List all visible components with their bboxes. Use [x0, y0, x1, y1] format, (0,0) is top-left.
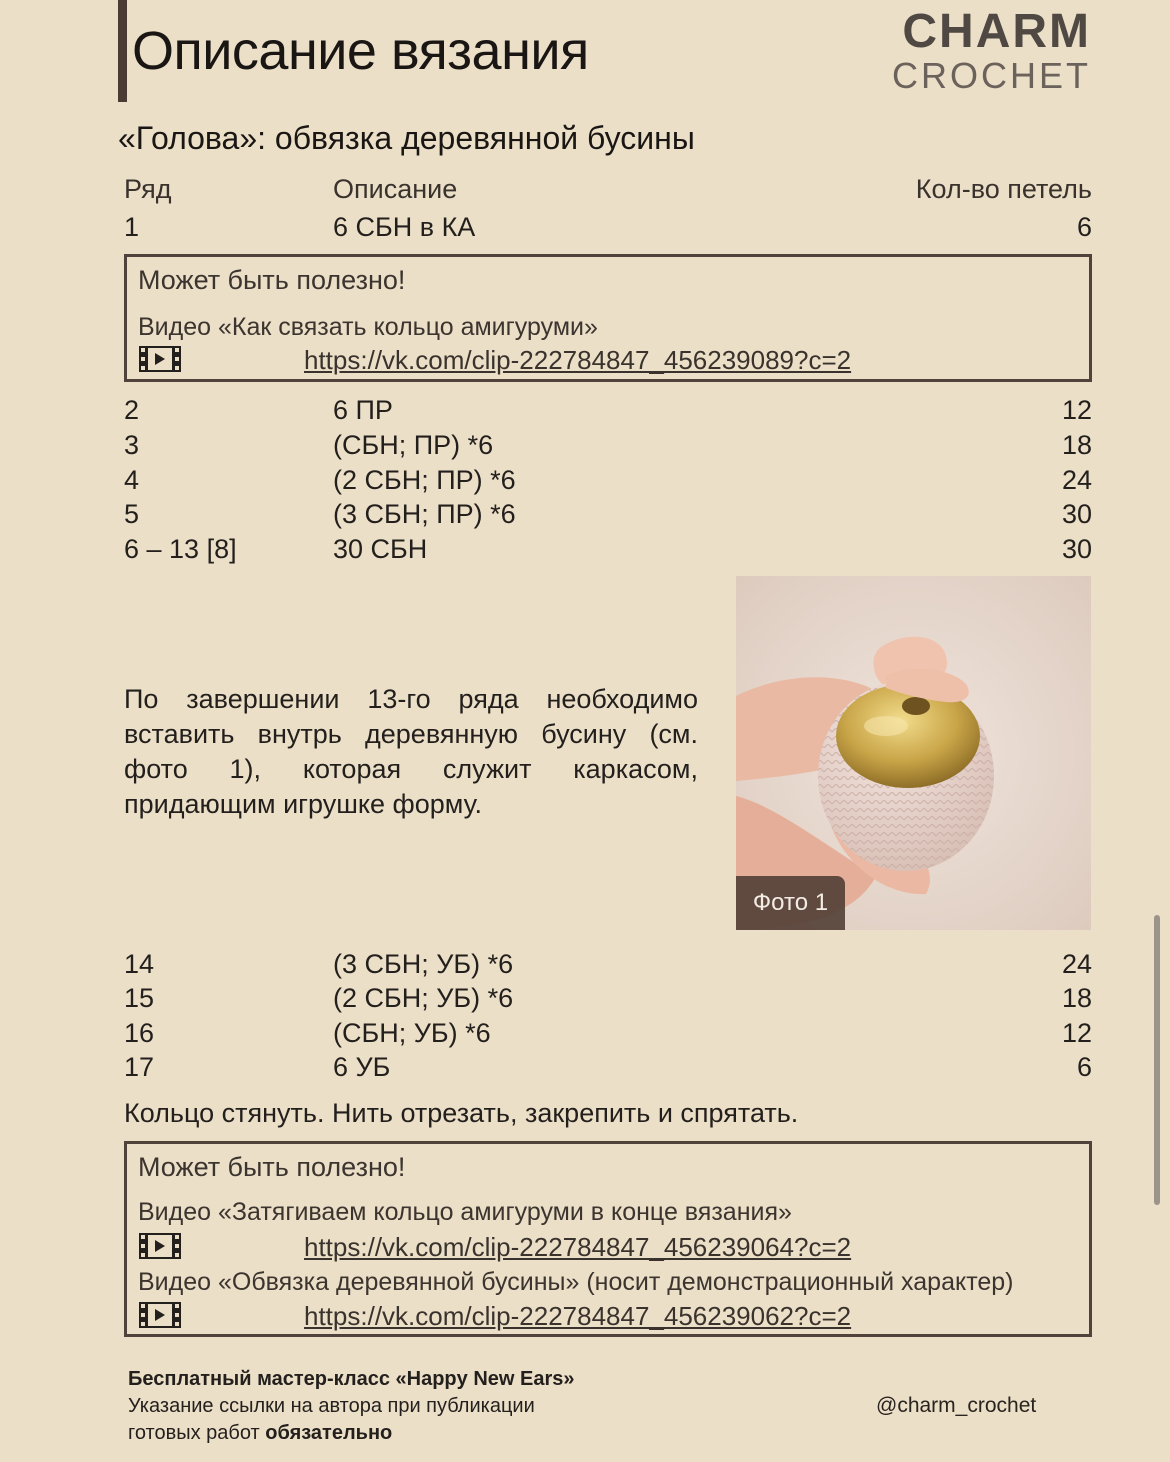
table-row: [124, 393, 1092, 427]
tip-video-title: Видео «Затягиваем кольцо амигуруми в конце вязания»: [138, 1198, 792, 1226]
row-count: 24: [1061, 465, 1092, 495]
row-number: 5: [124, 499, 140, 529]
row-number: 3: [124, 430, 140, 460]
logo-top-text: CHARM: [902, 5, 1091, 58]
video-link[interactable]: https://vk.com/clip-222784847_456239064?c=2: [304, 1232, 852, 1262]
tip-box-2: [124, 1141, 1092, 1337]
row-description: (3 СБН; УБ) *6: [333, 949, 514, 979]
table-row: [124, 532, 1092, 566]
row-number: 17: [124, 1052, 155, 1082]
table-row: [124, 428, 1092, 462]
scrollbar[interactable]: [1154, 915, 1160, 1205]
row-number: 16: [124, 1018, 155, 1048]
row-count: 18: [1061, 983, 1092, 1013]
table-row: [124, 463, 1092, 497]
table-row: [124, 1016, 1092, 1050]
author-handle[interactable]: @charm_crochet: [876, 1394, 1037, 1417]
brand-logo: [892, 5, 1091, 96]
row-number: 2: [124, 395, 140, 425]
instruction-paragraph: По завершении 13-го ряда необходимо вставить внутрь деревянную бусину (см. фото 1), которая служит каркасом, придающим игрушке форму.: [124, 684, 698, 819]
row-description: (2 СБН; УБ) *6: [333, 983, 514, 1013]
table-row: [124, 497, 1092, 531]
row-description: 6 ПР: [333, 395, 393, 425]
tip-heading: Может быть полезно!: [138, 1152, 406, 1182]
row-description: (3 СБН; ПР) *6: [333, 499, 516, 529]
video-film-icon[interactable]: [138, 1232, 182, 1260]
footer-requirement: готовых работ обязательно: [128, 1422, 393, 1444]
row-count: 6: [1076, 212, 1092, 242]
header-description: Описание: [333, 174, 458, 204]
row-count: 30: [1061, 499, 1092, 529]
row-number: 15: [124, 983, 155, 1013]
logo-bottom-text: CROCHET: [892, 55, 1091, 96]
row-number: 6 – 13 [8]: [124, 534, 237, 564]
table-row: [124, 981, 1092, 1015]
video-film-icon[interactable]: [138, 1301, 182, 1329]
video-film-icon[interactable]: [138, 345, 182, 373]
table-row: [124, 1050, 1092, 1084]
finishing-instruction: Кольцо стянуть. Нить отрезать, закрепить и спрятать.: [124, 1098, 799, 1128]
footer-title: Бесплатный мастер-класс «Happy New Ears»: [128, 1368, 575, 1390]
row-count: 24: [1061, 949, 1092, 979]
row-number: 14: [124, 949, 155, 979]
row-number: 1: [124, 212, 140, 242]
row-count: 6: [1076, 1052, 1092, 1082]
row-description: 30 СБН: [333, 534, 428, 564]
header-count: Кол-во петель: [915, 174, 1092, 204]
footer-attribution: Указание ссылки на автора при публикации: [128, 1395, 535, 1417]
photo-label: Фото 1: [736, 876, 845, 930]
table-header: [124, 172, 1092, 206]
header-row: Ряд: [124, 174, 172, 204]
video-link[interactable]: https://vk.com/clip-222784847_456239062?c=2: [304, 1301, 852, 1331]
footer-note: [128, 1366, 575, 1447]
tip-video-title: Видео «Как связать кольцо амигуруми»: [138, 313, 598, 341]
tip-heading: Может быть полезно!: [138, 265, 406, 295]
row-description: (СБН; ПР) *6: [333, 430, 494, 460]
row-description: (СБН; УБ) *6: [333, 1018, 491, 1048]
photo-1: [736, 576, 1091, 930]
row-description: 6 СБН в КА: [333, 212, 476, 242]
row-count: 30: [1061, 534, 1092, 564]
row-count: 18: [1061, 430, 1092, 460]
tip-box-1: [124, 254, 1092, 382]
row-description: 6 УБ: [333, 1052, 391, 1082]
table-row: [124, 947, 1092, 981]
row-count: 12: [1061, 1018, 1092, 1048]
tip-video-title: Видео «Обвязка деревянной бусины» (носит демонстрационный характер): [138, 1268, 1014, 1296]
row-number: 4: [124, 465, 140, 495]
row-count: 12: [1061, 395, 1092, 425]
page-title: Описание вязания: [132, 21, 589, 81]
section-title: «Голова»: обвязка деревянной бусины: [118, 120, 695, 156]
table-row: [124, 210, 1092, 244]
title-accent-bar: [118, 0, 127, 102]
video-link[interactable]: https://vk.com/clip-222784847_456239089?c=2: [304, 345, 852, 375]
row-description: (2 СБН; ПР) *6: [333, 465, 516, 495]
